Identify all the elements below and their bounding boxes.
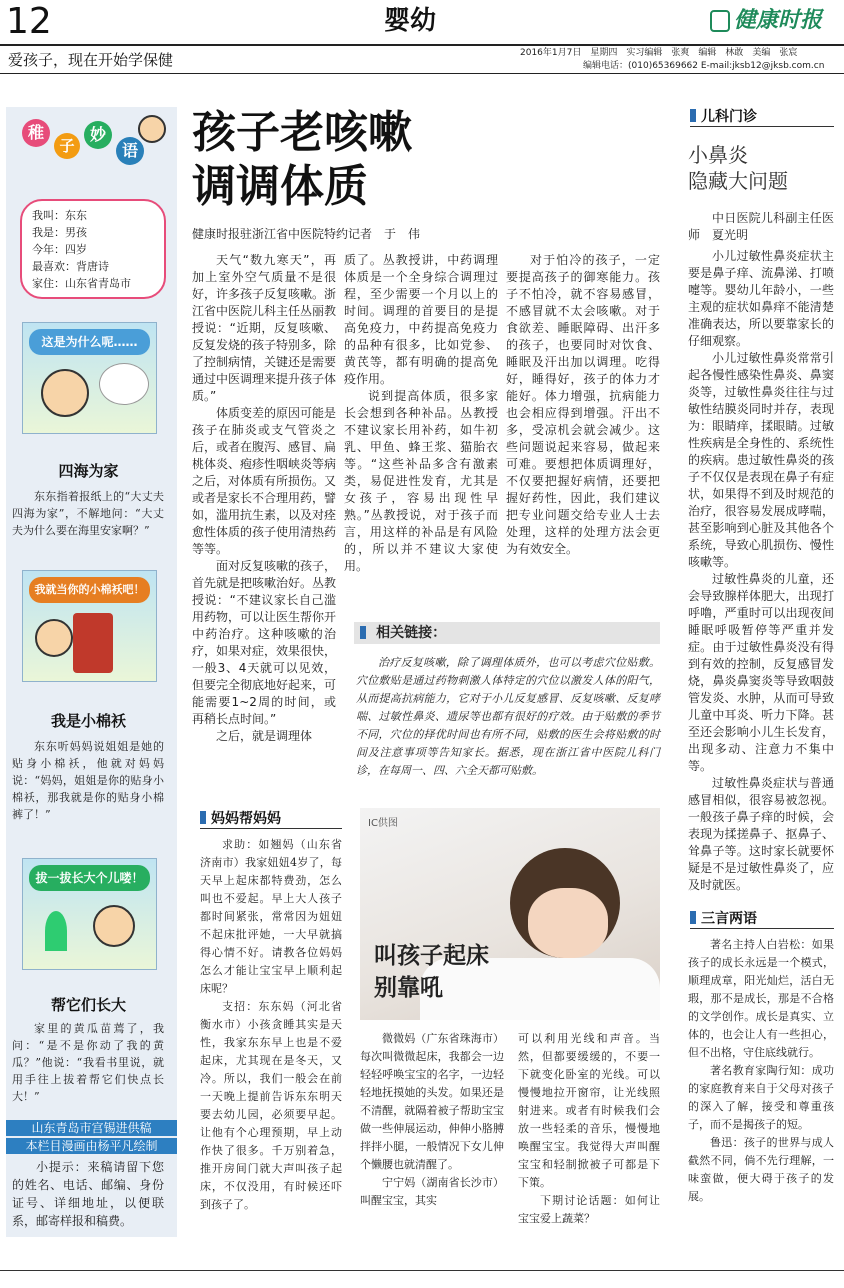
- paragraph: 面对反复咳嗽的孩子，首先就是把咳嗽治好。丛教授说：“不建议家长自己滥用药物，可以让医生帮你开中药治疗。这种咳嗽的治疗，如果对症，效果很快，一般3、4天就可以见效，但要完全彻底地好起来，可能需要1~2周的时间，或再稍长点时间。”: [192, 559, 337, 726]
- clinic-title-1: 小鼻炎: [688, 143, 748, 167]
- clinic-title-2: 隐藏大问题: [688, 169, 788, 193]
- mom-help-column-3: [518, 1030, 660, 1228]
- paragraph: 宁宁妈（湖南省长沙市）叫醒宝宝，其实: [360, 1176, 504, 1207]
- section-rule: [690, 126, 834, 127]
- photo-credit: IC供图: [368, 818, 398, 829]
- paragraph: 过敏性鼻炎症状与普通感冒相似，很容易被忽视。一般孩子鼻子痒的时候，会表现为揉搓鼻子、抠鼻子、耸鼻子等。这时家长就要怀疑是不是过敏性鼻炎了，应及时就医。: [688, 776, 834, 892]
- paragraph: 求助：如翘妈（山东省济南市）我家妞妞4岁了，每天早上起床都特费劲，怎么叫也不爱起。早上大人孩子都时间紧张，常常因为妞妞不起床批评她，一大早就搞得心情不好。请教各位妈妈怎么才能让宝宝早上顺利起床呢？: [200, 838, 342, 995]
- mom-help-header: [200, 808, 281, 828]
- comic-banner: 这是为什么呢……: [29, 329, 150, 355]
- child-icon: [41, 369, 89, 417]
- article-column-3: [506, 252, 660, 558]
- brand-logo: [710, 8, 842, 38]
- paragraph: 小儿过敏性鼻炎症状主要是鼻子痒、流鼻涕、打喷嚏等。婴幼儿年龄小，一些主观的症状如鼻痒不能清楚准确表达，所以要靠家长的仔细观察。: [688, 249, 834, 348]
- thought-bubble-icon: [99, 363, 149, 405]
- profile-line: 最喜欢：背唐诗: [32, 260, 109, 273]
- headline-line-1: 孩子老咳嗽: [192, 107, 412, 158]
- three-words-body: [688, 936, 834, 1206]
- page-bottom-rule: [0, 1270, 844, 1271]
- profile-line: 我叫：东东: [32, 209, 87, 222]
- section-marker-icon: [360, 626, 366, 639]
- paragraph: 过敏性鼻炎的儿童，还会导致腺样体肥大，出现打呼噜，严重时可以出现夜间睡眠呼吸暂停等严重并发症。由于过敏性鼻炎没有得到有效的控制，反复感冒发烧，鼻炎鼻窦炎等导致咽鼓管发炎、水肿，从而可导致儿童中耳炎、听力下降。甚至还会影响小儿生长发育，出现多动、注意力不集中等。: [688, 572, 834, 773]
- photo: [360, 808, 660, 1020]
- paragraph: 质了。丛教授讲，中药调理体质是一个全身综合调理过程，至少需要一个月以上的时间。调理的首要目的是提高免疫力，中药提高免疫力的品种有很多，比如党参、黄芪等，都有明确的提高免疫作用。: [344, 253, 498, 386]
- section-marker-icon: [690, 109, 696, 122]
- paragraph: 支招：东东妈（河北省衡水市）小孩贪睡其实是天性，我家东东早上也是不爱起床，尤其现在是冬天，又冷。所以，我们一般会在前一天晚上提前告诉东东明天要去幼儿园，必须要早起。让他有个心理预期，早上动作快了很多。千万别着急，推开房间门就大声叫孩子起床，不仅没用，有时候还吓到孩子了。: [200, 1000, 342, 1211]
- comic-banner: 拔一拔长大个儿喽！: [29, 865, 150, 891]
- child-icon: [35, 619, 73, 657]
- mom-help-label: 妈妈帮妈妈: [211, 811, 281, 827]
- section-title: 婴幼: [384, 6, 437, 36]
- logo-char-3: 妙: [84, 121, 112, 149]
- related-link-label: 相关链接：: [376, 625, 447, 641]
- plant-icon: [45, 911, 67, 951]
- profile-bubble: [20, 199, 166, 299]
- paragraph: 对于怕冷的孩子，一定要提高孩子的御寒能力。孩子不怕冷，就不容易感冒，不感冒就不太会咳嗽。对于食欲差、睡眠障碍、出汗多的孩子，也要同时对饮食、睡眠及汗出加以调理。吃得好，睡得好，孩子的体力才能好。体力增强，抗病能力也会相应得到增强。汗出不多，受凉机会就会减少。这些问题说起来容易，做起来可难。要想把体质调理好，不仅要把握好病情，还要把握好药性，因此，我们建议把专业问题交给专业人士去处理，这样的处理方法会更为有效安全。: [506, 253, 660, 556]
- logo-char-2: 子: [54, 133, 80, 159]
- comic-panel-3: [22, 858, 157, 970]
- three-words-header: [690, 908, 757, 928]
- photo-caption-2: 别靠吼: [374, 974, 443, 1001]
- clinic-body: [688, 248, 834, 894]
- paragraph: 著名教育家陶行知：成功的家庭教育来自于父母对孩子的深入了解，接受和尊重孩子，而不是揭孩子的短。: [688, 1064, 834, 1131]
- column-logo: [12, 115, 172, 177]
- child-icon: [93, 905, 135, 947]
- comic-text: 东东听妈妈说姐姐是她的贴身小棉袄，他就对妈妈说：“妈妈，姐姐是你的贴身小棉袄，那我就是你的贴身小棉裤了！”: [12, 740, 164, 821]
- face-shape: [528, 888, 608, 958]
- comic-text: 东东指着报纸上的“大丈夫四海为家”，不解地问：“大丈夫为什么要在海里安家啊？”: [12, 490, 164, 537]
- comic-title: 我是小棉袄: [50, 712, 126, 730]
- section-marker-icon: [690, 911, 696, 924]
- paragraph: 可以利用光线和声音。当然，但都要缓缓的，不要一下就变化卧室的光线。可以慢慢地拉开窗帘，让光线照射进来。或者有时候我们会放一些轻柔的音乐，慢慢地唤醒宝宝。我觉得大声叫醒宝宝和轻制掀被子可都是下下策。: [518, 1032, 660, 1189]
- section-marker-icon: [200, 811, 206, 824]
- comic-text: 家里的黄瓜苗蔫了，我问：“是不是你动了我的黄瓜？”他说：“我看书里说，就用手往上拔着帮它们快点长大！”: [12, 1022, 164, 1103]
- article-column-1: [192, 252, 336, 745]
- page-number: 12: [6, 1, 52, 42]
- profile-line: 今年：四岁: [32, 243, 87, 256]
- paragraph: 体质变差的原因可能是孩子在肺炎或支气管炎之后，或者在腹泻、感冒、扁桃体炎、疱疹性咽峡炎等病之后，对体质有所损伤。又或者是家长不合理用药，譬如，滥用抗生素，以及对痊愈性体质的孩子使用清热药等等。: [192, 406, 337, 556]
- next-topic: 下期讨论话题：如何让宝宝爱上蔬菜？: [518, 1194, 660, 1225]
- mom-help-column-1: [200, 836, 342, 1214]
- comic-title: 帮它们长大: [50, 996, 126, 1014]
- article-column-2: [344, 252, 498, 575]
- paragraph: 天气“数九寒天”，再加上室外空气质量不是很好，许多孩子反复咳嗽。浙江省中医院儿科主任丛丽教授说：“近期，反复咳嗽、反复发烧的孩子特别多，除了控制病情，关键还是需要通过中医调理来提升孩子体质。”: [192, 253, 337, 403]
- paragraph: 微微妈（广东省珠海市）每次叫微微起床，我都会一边轻轻呼唤宝宝的名字，一边轻轻地抚摸她的头发。如果还是不清醒，就隔着被子帮助宝宝做一些伸展运动，伸伸小胳膊拌拌小腿，一般情况下女儿伸个懒腰也就清醒了。: [360, 1032, 504, 1171]
- credit-bar-1: 山东青岛市宫锡进供稿: [6, 1120, 177, 1136]
- slogan: 爱孩子，现在开始学保健: [8, 51, 174, 69]
- masthead-bottom-rule: [0, 73, 844, 74]
- clinic-header: [690, 106, 757, 126]
- photo-caption-1: 叫孩子起床: [374, 942, 489, 969]
- brand-name: 健康时报: [734, 8, 823, 33]
- submission-tip: 小提示：来稿请留下您的姓名、电话、邮编、身份证号、详细地址，以便联系，邮寄样报和稿费。: [12, 1160, 164, 1228]
- paragraph: 小儿过敏性鼻炎常常引起各慢性感染性鼻炎、鼻窦炎等，过敏性鼻炎往往与过敏性结膜炎同时并存，表现为：眼睛痒，揉眼睛。过敏性疾病是全身性的、系统性的疾病。患过敏性鼻炎的孩子不仅仅是表现在鼻子有症状，如果得不到及时规范的治疗，很容易发展成哮喘，甚至影响到心脏及其他各个系统，导致心肌损伤、慢性咳嗽等。: [688, 351, 834, 569]
- headline-line-2: 调调体质: [192, 161, 368, 212]
- profile-line: 家住：山东省青岛市: [32, 277, 131, 290]
- date-line: 2016年1月7日 星期四 实习编辑 张爽 编辑 林敢 美编 张宸: [520, 48, 798, 58]
- comic-banner: 我就当你的小棉袄吧！: [29, 577, 150, 603]
- brand-logo-icon: [710, 10, 730, 32]
- child-doodle-icon: [138, 115, 166, 143]
- related-link-header: [354, 622, 660, 644]
- mom-help-column-2: [360, 1030, 504, 1210]
- comic-panel-2: [22, 570, 157, 682]
- logo-char-1: 稚: [22, 119, 50, 147]
- profile-line: 我是：男孩: [32, 226, 87, 239]
- clinic-author: 中日医院儿科副主任医师 夏光明: [688, 211, 834, 242]
- paragraph: 著名主持人白岩松：如果孩子的成长永远是一个模式，顺理成章，阳光灿烂，活白无瑕，那不是成长，那是不合格的文学创作。成长是真实、立体的，也会让人有一些担心，但不出格，守住底线就行。: [688, 938, 834, 1059]
- three-words-label: 三言两语: [701, 911, 757, 927]
- logo-char-4: 语: [116, 137, 144, 165]
- paragraph: 鲁迅：孩子的世界与成人截然不同，倘不先行理解，一味蛮做，便大碍于孩子的发展。: [688, 1136, 834, 1203]
- comic-panel-1: [22, 322, 157, 434]
- clinic-label: 儿科门诊: [701, 109, 757, 125]
- masthead-rule: [0, 44, 844, 46]
- comic-title: 四海为家: [58, 462, 119, 480]
- paragraph: 说到提高体质，很多家长会想到各种补品。丛教授不建议家长用补药，如牛初乳、甲鱼、蜂王浆、猫胎衣等。“这些补品多含有激素类，易促进性发育，尤其是女孩子，容易出现性早熟。”丛教授说，对于孩子而言，用这样的补品是有风险的，所以并不建议大家使用。: [344, 389, 498, 573]
- paragraph: 之后，就是调理体: [216, 729, 313, 743]
- section-rule: [200, 828, 342, 829]
- contact-line: 编辑电话：(010)65369662 E-mail:jksb12@jksb.com.cn: [583, 61, 825, 71]
- byline: 健康时报驻浙江省中医院特约记者 于 伟: [192, 227, 421, 241]
- pants-icon: [73, 613, 113, 673]
- credit-bar-2: 本栏目漫画由杨平凡绘制: [6, 1138, 177, 1154]
- section-rule: [690, 928, 834, 929]
- related-link-body: 治疗反复咳嗽，除了调理体质外，也可以考虑穴位贴敷。穴位敷贴是通过药物刺激人体特定的穴位以激发人体的阳气，从而提高抗病能力，它对于小儿反复感冒、反复咳嗽、反复哮喘、过敏性鼻炎、遗尿等也都有很好的疗效。由于贴敷的季节不同，穴位的择优时间也有所不同，贴敷的医生会将贴敷的时间及注意事项等告知家长。据悉，现在浙江省中医院儿科门诊，在每周一、四、六全天都可贴敷。: [356, 656, 660, 777]
